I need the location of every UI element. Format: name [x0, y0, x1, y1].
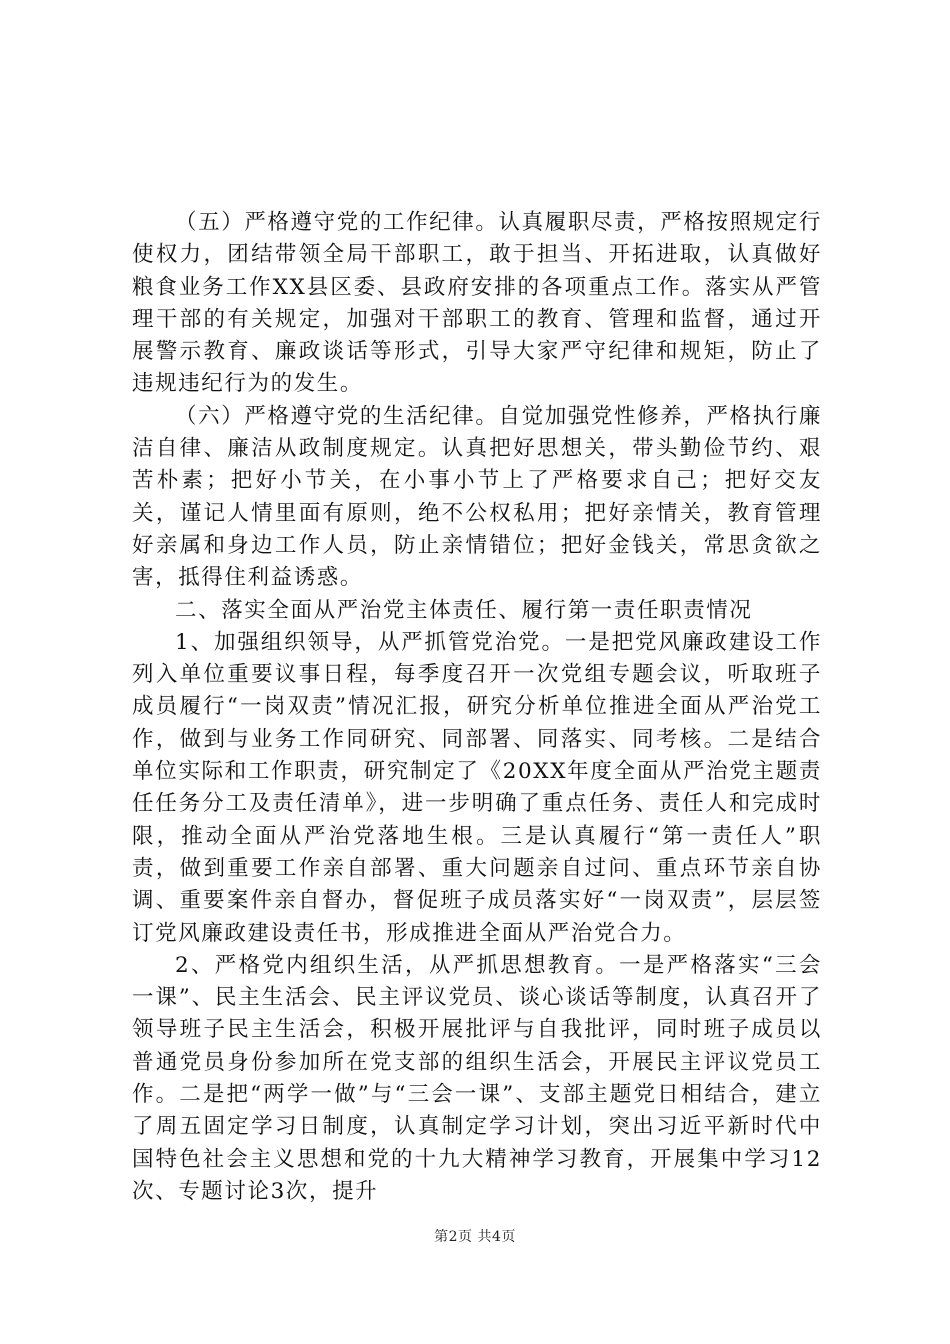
paragraph-discipline-work: （五）严格遵守党的工作纪律。认真履职尽责，严格按照规定行使权力，团结带领全局干部职工，敢于担当、开拓进取，认真做好粮食业务工作XX县区委、县政府安排的各项重点工作。落实从严管理干部的有关规定，加强对干部职工的教育、管理和监督，通过开展警示教育、廉政谈话等形式，引导大家严守纪律和规矩，防止了违规违纪行为的发生。 [132, 210, 822, 397]
paragraph-discipline-life: （六）严格遵守党的生活纪律。自觉加强党性修养，严格执行廉洁自律、廉洁从政制度规定。认真把好思想关，带头勤俭节约、艰苦朴素；把好小节关，在小事小节上了严格要求自己；把好交友关，谨记人情里面有原则，绝不公权私用；把好亲情关，教育管理好亲属和身边工作人员，防止亲情错位；把好金钱关，常思贪欲之害，抵得住利益诱惑。 [132, 403, 822, 591]
paragraph-party-life: 2、严格党内组织生活，从严抓思想教育。一是严格落实“三会一课”、民主生活会、民主评议党员、谈心谈话等制度，认真召开了领导班子民主生活会，积极开展批评与自我批评，同时班子成员以普通党员身份参加所在党支部的组织生活会，开展民主评议党员工作。二是把“两学一做”与“三会一课”、支部主题党日相结合，建立了周五固定学习日制度，认真制定学习计划，突出习近平新时代中国特色社会主义思想和党的十九大精神学习教育，开展集中学习12次、专题讨论3次，提升 [132, 952, 822, 1204]
paragraph-organization-leadership: 1、加强组织领导，从严抓管党治党。一是把党风廉政建设工作列入单位重要议事日程，每季度召开一次党组专题会议，听取班子成员履行“一岗双责”情况汇报，研究分析单位推进全面从严治党工作，做到与业务工作同研究、同部署、同落实、同考核。二是结合单位实际和工作职责，研究制定了《20XX年度全面从严治党主题责任任务分工及责任清单》，进一步明确了重点任务、责任人和完成时限，推动全面从严治党落地生根。三是认真履行“第一责任人”职责，做到重要工作亲自部署、重大问题亲自过问、重点环节亲自协调、重要案件亲自督办，督促班子成员落实好“一岗双责”，层层签订党风廉政建设责任书，形成推进全面从严治党合力。 [132, 629, 822, 946]
page-number-footer: 第2页 共4页 [434, 1229, 516, 1245]
section-heading-responsibility: 二、落实全面从严治党主体责任、履行第一责任职责情况 [175, 597, 753, 623]
document-body [132, 207, 822, 1208]
